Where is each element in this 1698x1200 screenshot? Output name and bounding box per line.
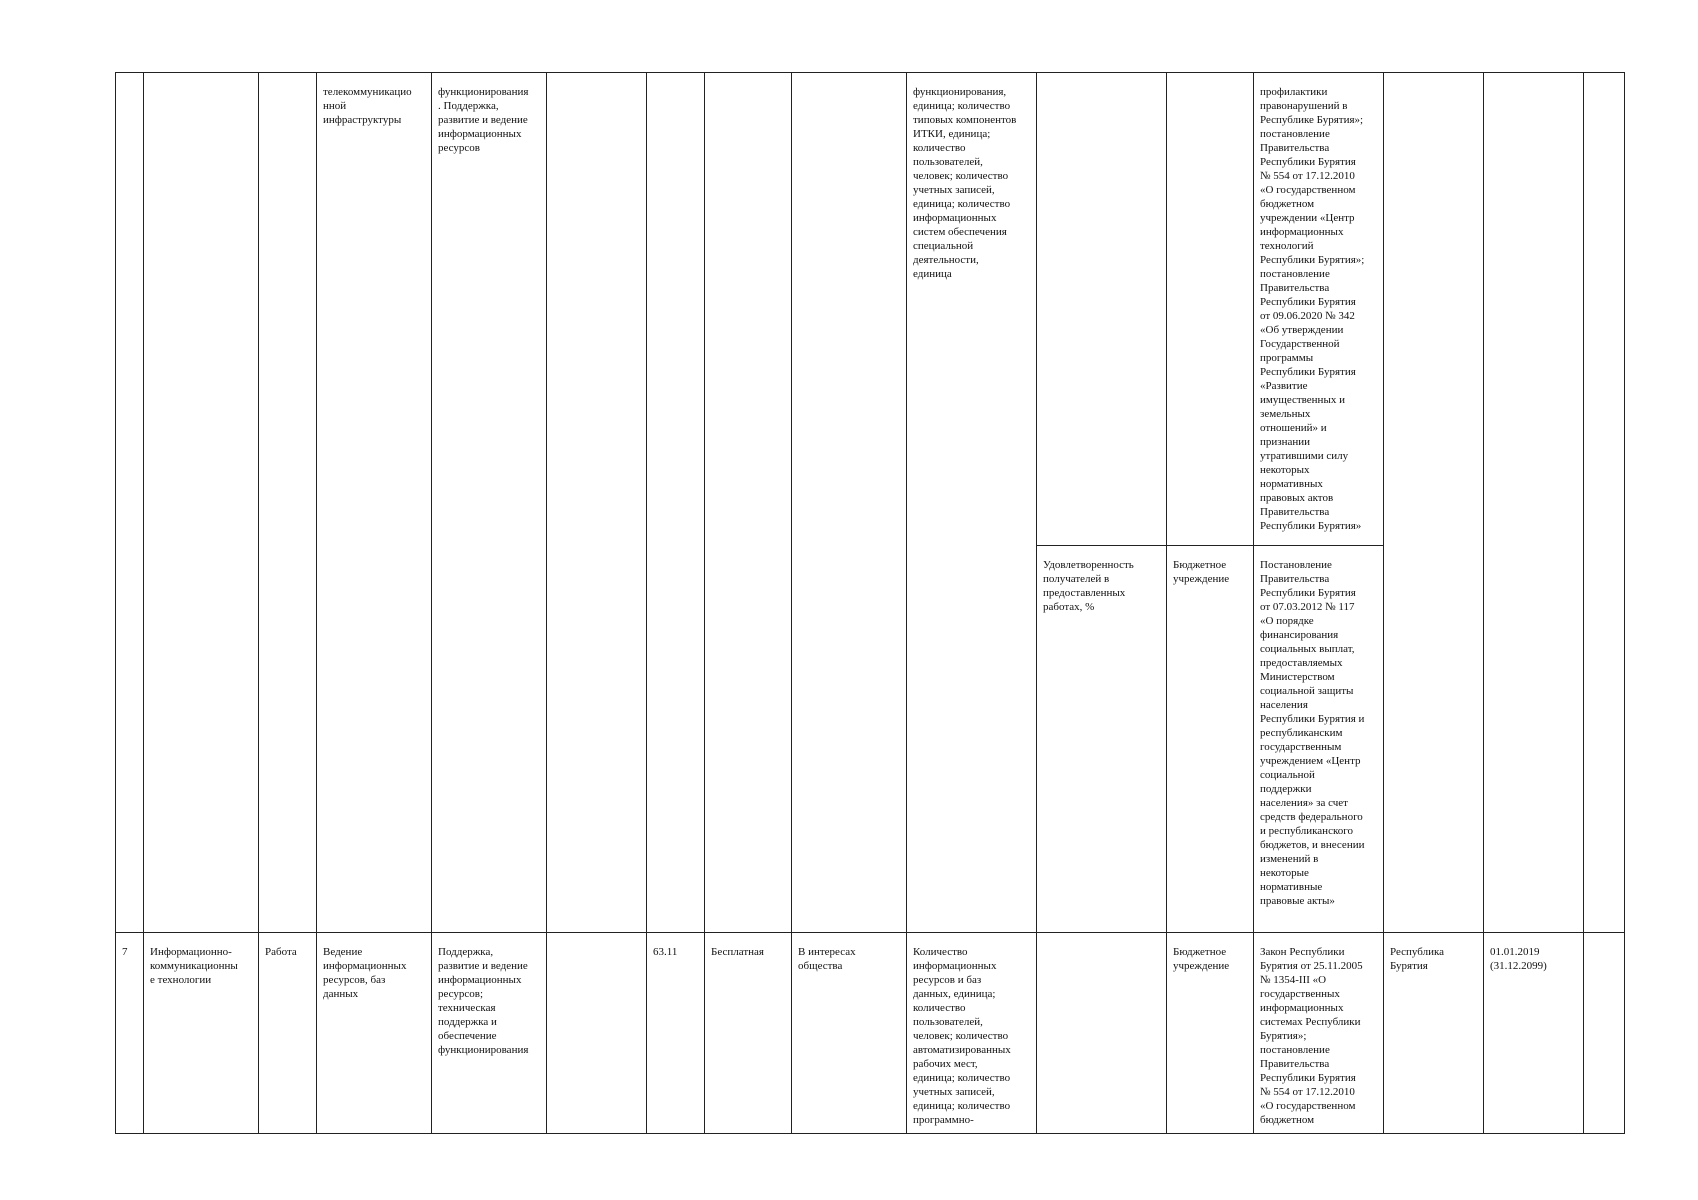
cell-number: 7 [116, 933, 144, 1134]
registry-table [115, 72, 1625, 1134]
cell-work-name: Ведение информационных ресурсов, баз данных [317, 933, 432, 1134]
cell-institution-type [1167, 73, 1254, 546]
cell-sector [144, 73, 259, 933]
cell-owner: Республика Бурятия [1384, 933, 1484, 1134]
cell-work-content: функционирования . Поддержка, развитие и ведение информационных ресурсов [432, 73, 547, 933]
cell-consumers [792, 73, 907, 933]
cell-dates [1484, 73, 1584, 933]
cell-okved: 63.11 [647, 933, 705, 1134]
cell-work-content: Поддержка, развитие и ведение информационных ресурсов; техническая поддержка и обеспечение функционирования [432, 933, 547, 1134]
cell-last [1584, 933, 1625, 1134]
cell-last [1584, 73, 1625, 933]
table-row [116, 933, 1625, 1134]
cell-legal-acts: Постановление Правительства Республики Бурятия от 07.03.2012 № 117 «О порядке финансирования социальных выплат, предоставляемых Министерством социальной защиты населения Республики Бурятия и республиканским государственным учреждением «Центр социальной поддержки населения» за счет средств федерального и республиканского бюджетов, и внесении изменений в некоторые нормативные правовые акты» [1254, 546, 1384, 933]
cell-quality-indicators [1037, 933, 1167, 1134]
cell-quality-indicators [1037, 73, 1167, 546]
cell-empty [547, 73, 647, 933]
cell-dates: 01.01.2019 (31.12.2099) [1484, 933, 1584, 1134]
cell-empty [547, 933, 647, 1134]
cell-institution-type: Бюджетное учреждение [1167, 933, 1254, 1134]
cell-payment: Бесплатная [705, 933, 792, 1134]
cell-type: Работа [259, 933, 317, 1134]
cell-work-name: телекоммуникацио нной инфраструктуры [317, 73, 432, 933]
table-row [116, 73, 1625, 546]
cell-institution-type: Бюджетное учреждение [1167, 546, 1254, 933]
cell-sector: Информационно- коммуникационны е технологии [144, 933, 259, 1134]
cell-owner [1384, 73, 1484, 933]
cell-legal-acts: Закон Республики Бурятия от 25.11.2005 № 1354-III «О государственных информационных системах Республики Бурятия»; постановление Правительства Республики Бурятия № 554 от 17.12.2010 «О государственном бюджетном [1254, 933, 1384, 1134]
cell-payment [705, 73, 792, 933]
cell-okved [647, 73, 705, 933]
cell-volume-indicators: функционирования, единица; количество типовых компонентов ИТКИ, единица; количество пользователей, человек; количество учетных записей, единица; количество информационных систем обеспечения специальной деятельности, единица [907, 73, 1037, 933]
cell-volume-indicators: Количество информационных ресурсов и баз данных, единица; количество пользователей, человек; количество автоматизированных рабочих мест, единица; количество учетных записей, единица; количество программно- [907, 933, 1037, 1134]
cell-type [259, 73, 317, 933]
cell-legal-acts: профилактики правонарушений в Республике Бурятия»; постановление Правительства Республики Бурятия № 554 от 17.12.2010 «О государственном бюджетном учреждении «Центр информационных технологий Республики Бурятия»; постановление Правительства Республики Бурятия от 09.06.2020 № 342 «Об утверждении Государственной программы Республики Бурятия «Развитие имущественных и земельных отношений» и признании утратившими силу некоторых нормативных правовых актов Правительства Республики Бурятия» [1254, 73, 1384, 546]
cell-consumers: В интересах общества [792, 933, 907, 1134]
cell-quality-indicators: Удовлетворенность получателей в предоставленных работах, % [1037, 546, 1167, 933]
cell-number [116, 73, 144, 933]
